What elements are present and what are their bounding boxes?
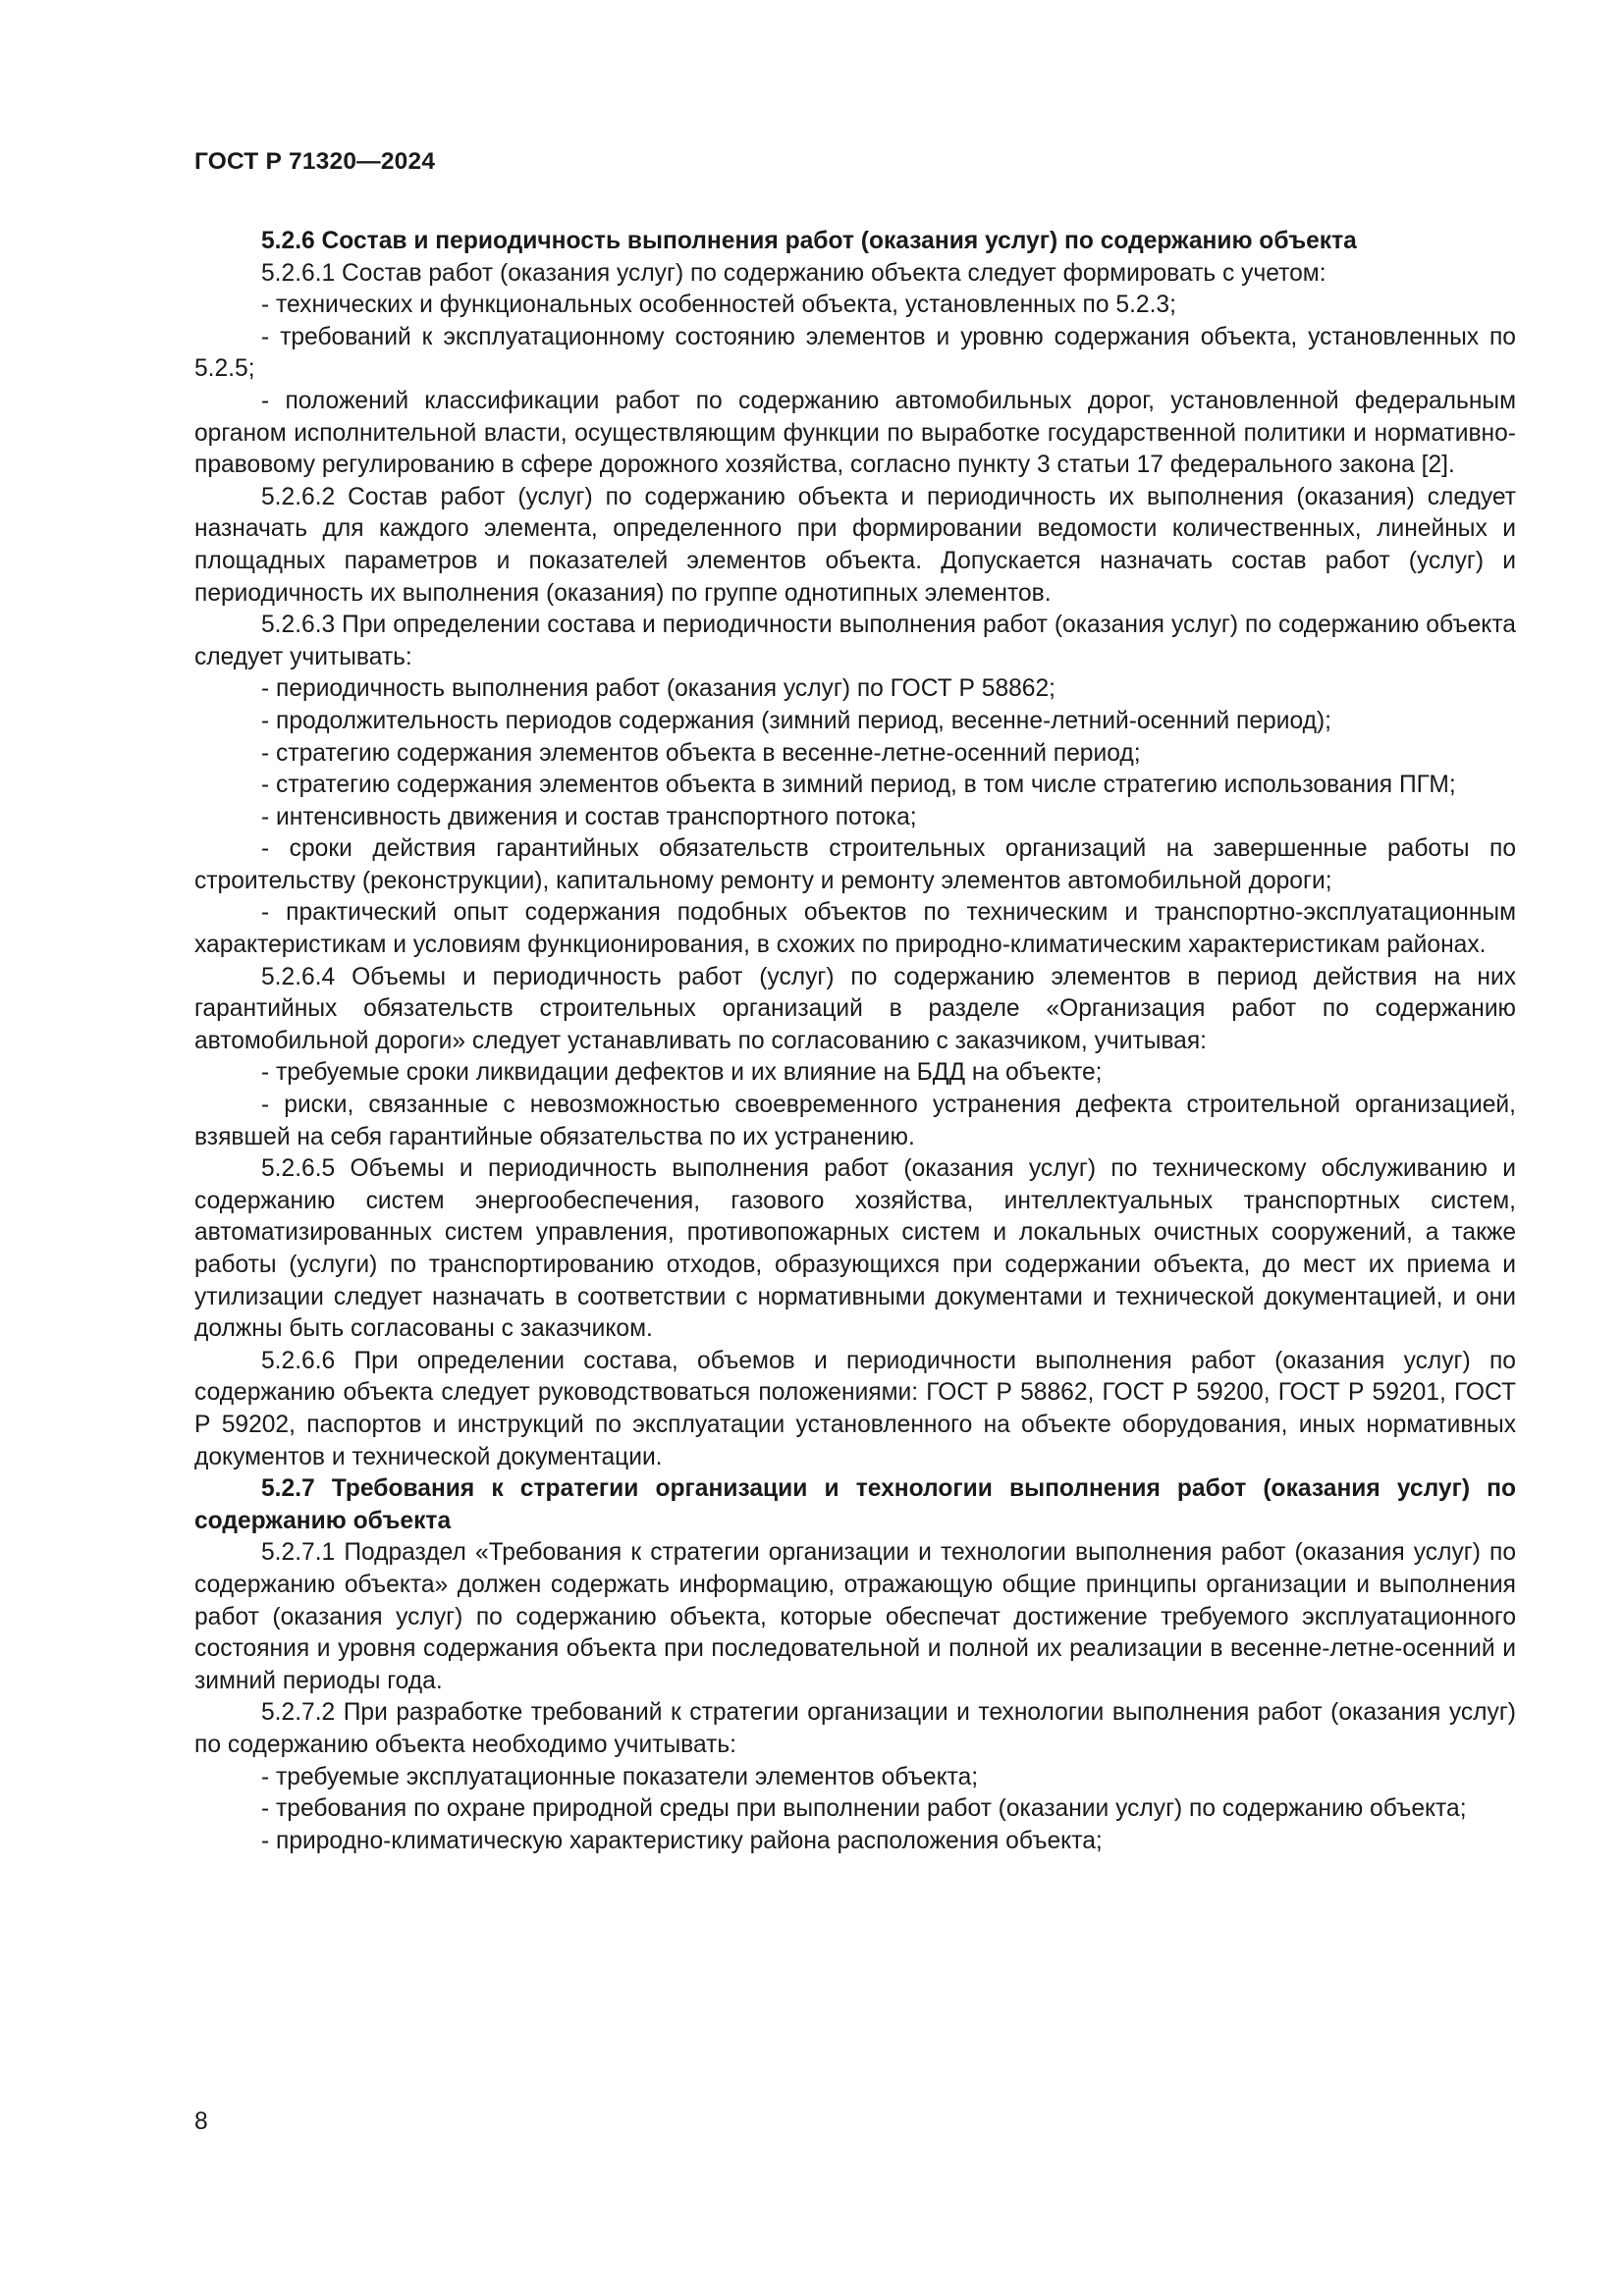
paragraph: 5.2.6.3 При определении состава и периодичности выполнения работ (оказания услуг) по содержанию объекта следует учитывать: [194,612,1516,670]
paragraph: 5.2.6.5 Объемы и периодичность выполнения работ (оказания услуг) по техническому обслуживанию и содержанию систем энергообеспечения, газового хозяйства, интеллектуальных транспортных систем, автоматизированных систем управления, противопожарных систем и локальных очистных сооружений, а также работы (услуги) по транспортированию отходов, образующихся при содержании объекта, до мест их приема и утилизации следует назначать в соответствии с нормативными документами и технической документацией, и они должны быть согласованы с заказчиком. [194,1155,1516,1343]
paragraph: 5.2.6.6 При определении состава, объемов и периодичности выполнения работ (оказания услуг) по содержанию объекта следует руководствоваться положениями: ГОСТ Р 58862, ГОСТ Р 59200, ГОСТ Р 59201, ГОСТ Р 59202, паспортов и инструкций по эксплуатации установленного на объекте оборудования, иных нормативных документов и технической документации. [194,1347,1516,1470]
document-header: ГОСТ Р 71320—2024 [194,148,436,175]
section-heading: 5.2.7 Требования к стратегии организации и технологии выполнения работ (оказания услуг) по содержанию объекта [194,1475,1516,1534]
list-item: - требуемые сроки ликвидации дефектов и их влияние на БДД на объекте; [261,1059,1103,1087]
list-item: - природно-климатическую характеристику района расположения объекта; [261,1827,1103,1854]
list-item: - требования по охране природной среды при выполнении работ (оказании услуг) по содержанию объекта; [261,1795,1467,1823]
paragraph: 5.2.6.1 Состав работ (оказания услуг) по содержанию объекта следует формировать с учетом: [261,259,1326,287]
list-item: - интенсивность движения и состав транспортного потока; [261,803,917,830]
list-item: - технических и функциональных особенностей объекта, установленных по 5.2.3; [261,292,1176,319]
list-item: - риски, связанные с невозможностью своевременного устранения дефекта строительной организацией, взявшей на себя гарантийные обязательства по их устранению. [194,1092,1516,1150]
list-item: - периодичность выполнения работ (оказания услуг) по ГОСТ Р 58862; [261,675,1056,703]
list-item: - продолжительность периодов содержания (зимний период, весенне-летний-осенний период); [261,707,1331,734]
section-heading: 5.2.6 Состав и периодичность выполнения работ (оказания услуг) по содержанию объекта [261,228,1357,254]
list-item: - стратегию содержания элементов объекта в зимний период, в том числе стратегию использования ПГМ; [261,772,1456,799]
paragraph: 5.2.7.2 При разработке требований к стратегии организации и технологии выполнения работ (оказания услуг) по содержанию объекта необходимо учитывать: [194,1699,1516,1758]
list-item: - сроки действия гарантийных обязательств строительных организаций на завершенные работы по строительству (реконструкции), капитальному ремонту и ремонту элементов автомобильной дороги; [194,835,1516,894]
list-item: - положений классификации работ по содержанию автомобильных дорог, установленной федеральным органом исполнительной власти, осуществляющим функции по выработке государственной политики и нормативно-правовому регулированию в сфере дорожного хозяйства, согласно пункту 3 статьи 17 федерального закона [2]. [194,387,1516,479]
paragraph: 5.2.6.2 Состав работ (услуг) по содержанию объекта и периодичность их выполнения (оказания) следует назначать для каждого элемента, определенного при формировании ведомости количественных, линейных и площадных параметров и показателей элементов объекта. Допускается назначать состав работ (услуг) и периодичность их выполнения (оказания) по группе однотипных элементов. [194,483,1516,607]
paragraph: 5.2.6.4 Объемы и периодичность работ (услуг) по содержанию элементов в период действия на них гарантийных обязательств строительных организаций в разделе «Организация работ по содержанию автомобильной дороги» следует устанавливать по согласованию с заказчиком, учитывая: [194,963,1516,1054]
document-body [194,226,1516,1857]
list-item: - стратегию содержания элементов объекта в весенне-летне-осенний период; [261,739,1141,767]
list-item: - требований к эксплуатационному состоянию элементов и уровню содержания объекта, установленных по 5.2.5; [194,323,1516,383]
page-number: 8 [194,2109,208,2135]
list-item: - практический опыт содержания подобных объектов по техническим и транспортно-эксплуатационным характеристикам и условиям функционирования, в схожих по природно-климатическим характеристикам районах. [194,899,1516,959]
paragraph: 5.2.7.1 Подраздел «Требования к стратегии организации и технологии выполнения работ (оказания услуг) по содержанию объекта» должен содержать информацию, отражающую общие принципы организации и выполнения работ (оказания услуг) по содержанию объекта, которые обеспечат достижение требуемого эксплуатационного состояния и уровня содержания объекта при последовательной и полной их реализации в весенне-летне-осенний и зимний периоды года. [194,1539,1516,1694]
list-item: - требуемые эксплуатационные показатели элементов объекта; [261,1763,979,1790]
